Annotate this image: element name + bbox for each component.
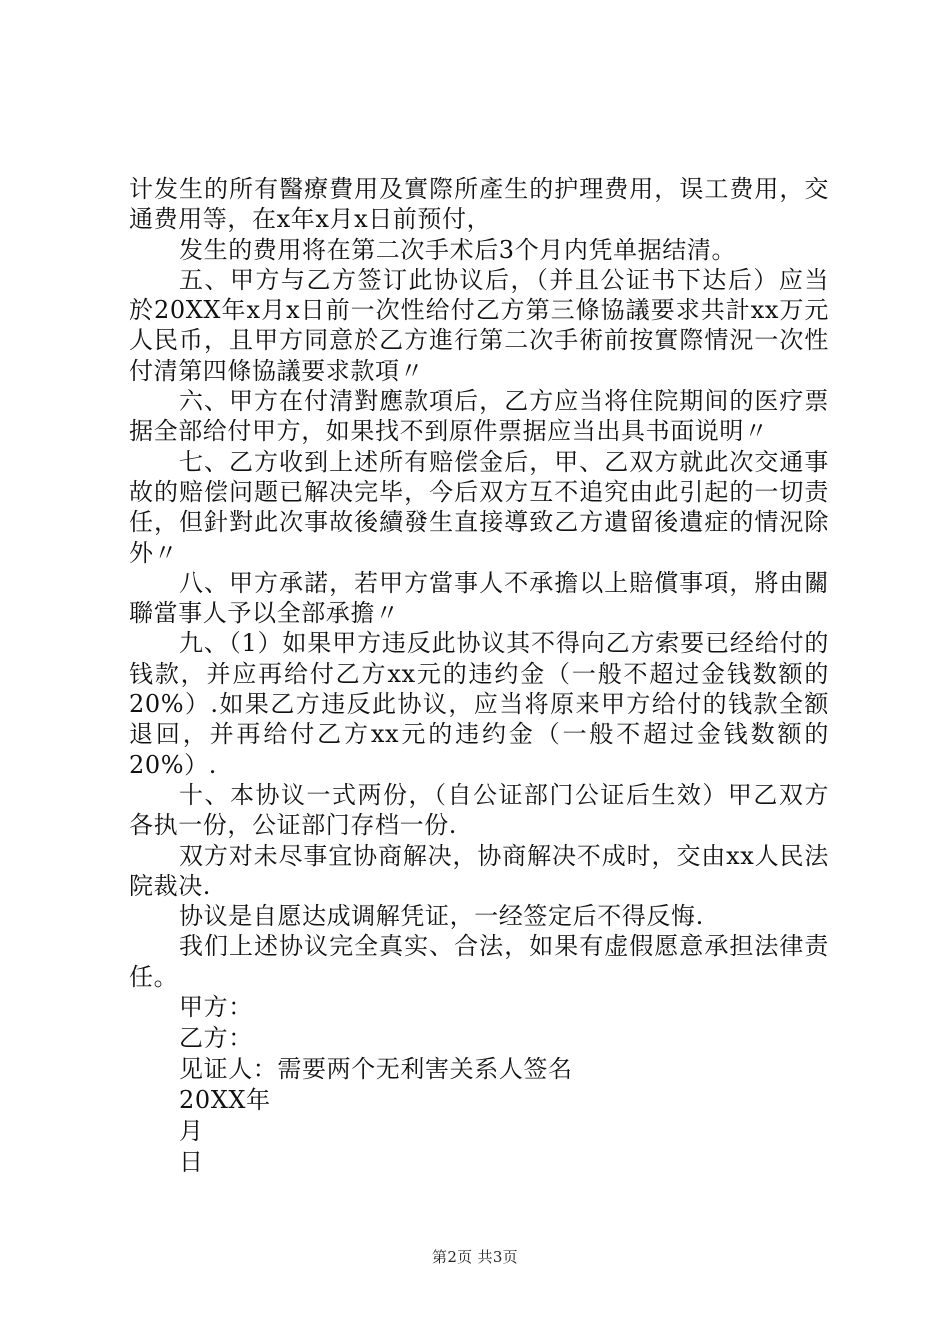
page-number-footer: 第2页 共3页 <box>432 1248 518 1266</box>
paragraph-declaration: 我们上述协议完全真实、合法，如果有虚假愿意承担法律责任。 <box>129 932 829 991</box>
paragraph-clause-6: 六、甲方在付清對應款項后，乙方应当将住院期间的医疗票据全部给付甲方，如果找不到原件票据应当出具书面说明〃 <box>129 387 829 446</box>
agreement-body <box>129 174 829 992</box>
party-b-label: 乙方： <box>179 1024 253 1052</box>
paragraph-clause-10: 十、本协议一式两份，（自公证部门公证后生效）甲乙双方各执一份，公证部门存档一份. <box>129 780 829 840</box>
date-day: 日 <box>179 1148 204 1176</box>
paragraph-voluntary: 协议是自愿达成调解凭证，一经签定后不得反悔. <box>179 902 704 931</box>
paragraph-settlement: 发生的费用将在第二次手术后3个月内凭单据结清。 <box>179 235 737 264</box>
party-a-label: 甲方： <box>179 993 253 1021</box>
paragraph-clause-9: 九、（1）如果甲方违反此协议其不得向乙方索要已经给付的钱款，并应再给付乙方xx元的违约金（一般不超过金钱数额的20%）.如果乙方违反此协议，应当将原来甲方给付的钱款全额退回，并再给付乙方xx元的违约金（一般不超过金钱数额的20%）. <box>129 629 829 779</box>
paragraph-clause-5: 五、甲方与乙方签订此协议后，（并且公证书下达后）应当於20XX年x月x日前一次性给付乙方第三條協議要求共計xx万元人民币，且甲方同意於乙方進行第二次手術前按實際情況一次性付清第四條協議要求款項〃 <box>129 265 829 385</box>
paragraph-clause-8: 八、甲方承諾，若甲方當事人不承擔以上賠償事項，將由關聯當事人予以全部承擔〃 <box>129 568 829 628</box>
signature-block <box>179 992 573 1178</box>
witness-label: 见证人：需要两个无利害关系人签名 <box>179 1055 573 1083</box>
paragraph-dispute-resolution: 双方对未尽事宜协商解决，协商解决不成时，交由xx人民法院裁决. <box>129 841 829 900</box>
date-month: 月 <box>179 1117 204 1145</box>
paragraph-clause-7: 七、乙方收到上述所有赔偿金后，甲、乙双方就此次交通事故的赔偿问题已解决完毕，今后双方互不追究由此引起的一切责任，但針對此次事故後續發生直接導致乙方遺留後遺症的情況除外〃 <box>129 447 829 567</box>
date-year: 20XX年 <box>179 1086 271 1114</box>
paragraph-fee-prepayment: 计发生的所有醫療費用及實際所產生的护理费用，误工费用，交通费用等，在x年x月x日前预付， <box>129 175 829 234</box>
